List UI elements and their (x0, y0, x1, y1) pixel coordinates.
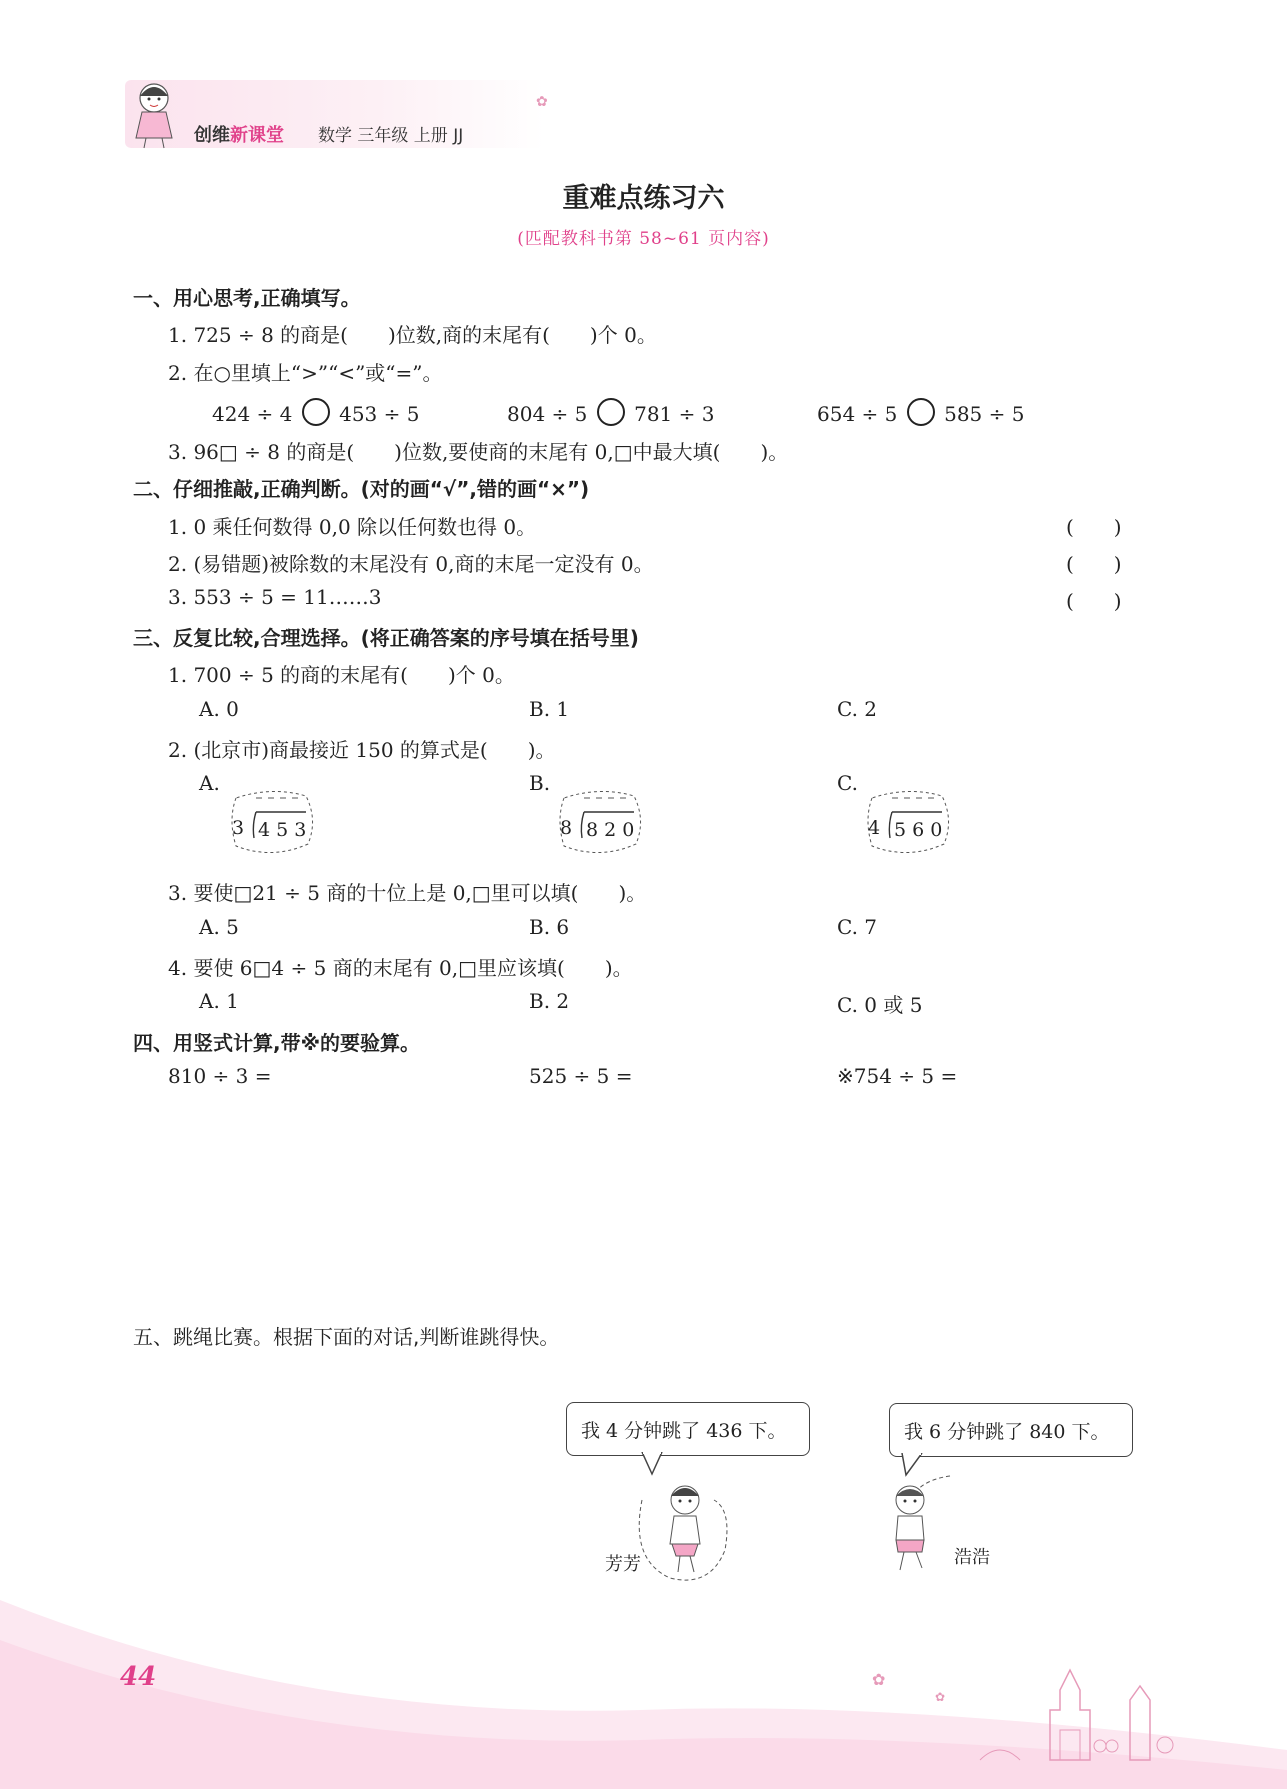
section-3-heading: 三、反复比较,合理选择。(将正确答案的序号填在括号里) (133, 626, 639, 650)
compare-circle[interactable] (302, 398, 330, 426)
name-haohao: 浩浩 (954, 1547, 990, 1568)
compare-item-2 (507, 398, 714, 426)
compare-circle[interactable] (597, 398, 625, 426)
compare-right: 585 ÷ 5 (944, 402, 1025, 426)
dividend-a: 4 5 3 (258, 819, 307, 841)
section-4-heading: 四、用竖式计算,带※的要验算。 (133, 1031, 421, 1055)
compare-item-3 (817, 398, 1024, 426)
judge-answer-paren-1[interactable]: ( ) (1066, 515, 1122, 539)
s3-q3-option-a[interactable]: A. 5 (199, 915, 239, 939)
s1-question-3: 3. 96□ ÷ 8 的商是( )位数,要使商的末尾有 0,□中最大填( )。 (168, 440, 789, 464)
s3-q3-option-c[interactable]: C. 7 (837, 915, 878, 939)
s1-question-2: 2. 在○里填上“>”“<”或“=”。 (168, 361, 443, 385)
compare-left: 654 ÷ 5 (817, 402, 898, 426)
judge-answer-paren-3[interactable]: ( ) (1066, 589, 1122, 613)
compare-right: 453 ÷ 5 (339, 402, 420, 426)
page-number: 44 (120, 1662, 157, 1692)
s3-q1-option-c[interactable]: C. 2 (837, 697, 878, 721)
flower-icon: ✿ (536, 94, 548, 110)
section-1-heading: 一、用心思考,正确填写。 (133, 286, 361, 310)
s1-question-1: 1. 725 ÷ 8 的商是( )位数,商的末尾有( )个 0。 (168, 323, 657, 347)
boy-skipping-rope-illustration (880, 1470, 960, 1580)
s3-q3-option-b[interactable]: B. 6 (529, 915, 570, 939)
section-2-heading: 二、仔细推敲,正确判断。(对的画“√”,错的画“×”) (133, 477, 590, 501)
judge-answer-paren-2[interactable]: ( ) (1066, 552, 1122, 576)
page-subtitle: (匹配教科书第 58~61 页内容) (517, 229, 770, 249)
girl-skipping-rope-illustration (630, 1470, 740, 1590)
brand-name: 创维新课堂 (194, 125, 284, 146)
s3-q2-option-a-label[interactable]: A. (199, 771, 220, 795)
compare-right: 781 ÷ 3 (634, 402, 715, 426)
s3-q1-option-a[interactable]: A. 0 (199, 697, 239, 721)
bubble-2-text: 我 6 分钟跳了 840 下。 (904, 1421, 1110, 1443)
page-title: 重难点练习六 (562, 183, 725, 214)
bubble-1-text: 我 4 分钟跳了 436 下。 (581, 1420, 787, 1442)
speech-bubble-1 (566, 1402, 810, 1456)
calc-item-2: 525 ÷ 5 = (529, 1064, 633, 1088)
judge-item-1: 1. 0 乘任何数得 0,0 除以任何数也得 0。 (168, 515, 537, 539)
subject-label: 数学 三年级 上册 JJ (318, 126, 464, 146)
girl-mascot-icon (128, 78, 186, 150)
divisor-a: 3 (232, 817, 245, 839)
s3-question-3: 3. 要使□21 ÷ 5 商的十位上是 0,□里可以填( )。 (168, 881, 647, 905)
s3-q4-option-c[interactable]: C. 0 或 5 (837, 993, 923, 1017)
divisor-c: 4 (868, 817, 881, 839)
s3-q2-option-c-label[interactable]: C. (837, 771, 858, 795)
castle-decoration-icon (960, 1650, 1190, 1770)
compare-item-1 (212, 398, 419, 426)
calc-item-1: 810 ÷ 3 = (168, 1064, 272, 1088)
judge-item-2: 2. (易错题)被除数的末尾没有 0,商的末尾一定没有 0。 (168, 552, 654, 576)
speech-bubble-2 (889, 1403, 1133, 1457)
s3-q2-option-b-label[interactable]: B. (529, 771, 551, 795)
s3-question-4: 4. 要使 6□4 ÷ 5 商的末尾有 0,□里应该填( )。 (168, 956, 633, 980)
judge-item-3: 3. 553 ÷ 5 = 11……3 (168, 585, 382, 609)
compare-circle[interactable] (907, 398, 935, 426)
flower-icon: ✿ (935, 1690, 946, 1704)
s3-question-2: 2. (北京市)商最接近 150 的算式是( )。 (168, 738, 556, 762)
name-fangfang: 芳芳 (605, 1554, 641, 1575)
dividend-b: 8 2 0 (586, 819, 635, 841)
dividend-c: 5 6 0 (894, 819, 943, 841)
calc-item-3: ※754 ÷ 5 = (837, 1064, 958, 1088)
compare-left: 424 ÷ 4 (212, 402, 293, 426)
s3-question-1: 1. 700 ÷ 5 的商的末尾有( )个 0。 (168, 663, 515, 687)
section-5-heading: 五、跳绳比赛。根据下面的对话,判断谁跳得快。 (133, 1325, 560, 1349)
s3-q4-option-a[interactable]: A. 1 (199, 989, 239, 1013)
divisor-b: 8 (560, 817, 573, 839)
flower-icon: ✿ (872, 1670, 886, 1689)
s3-q1-option-b[interactable]: B. 1 (529, 697, 570, 721)
compare-left: 804 ÷ 5 (507, 402, 588, 426)
s3-q4-option-b[interactable]: B. 2 (529, 989, 570, 1013)
